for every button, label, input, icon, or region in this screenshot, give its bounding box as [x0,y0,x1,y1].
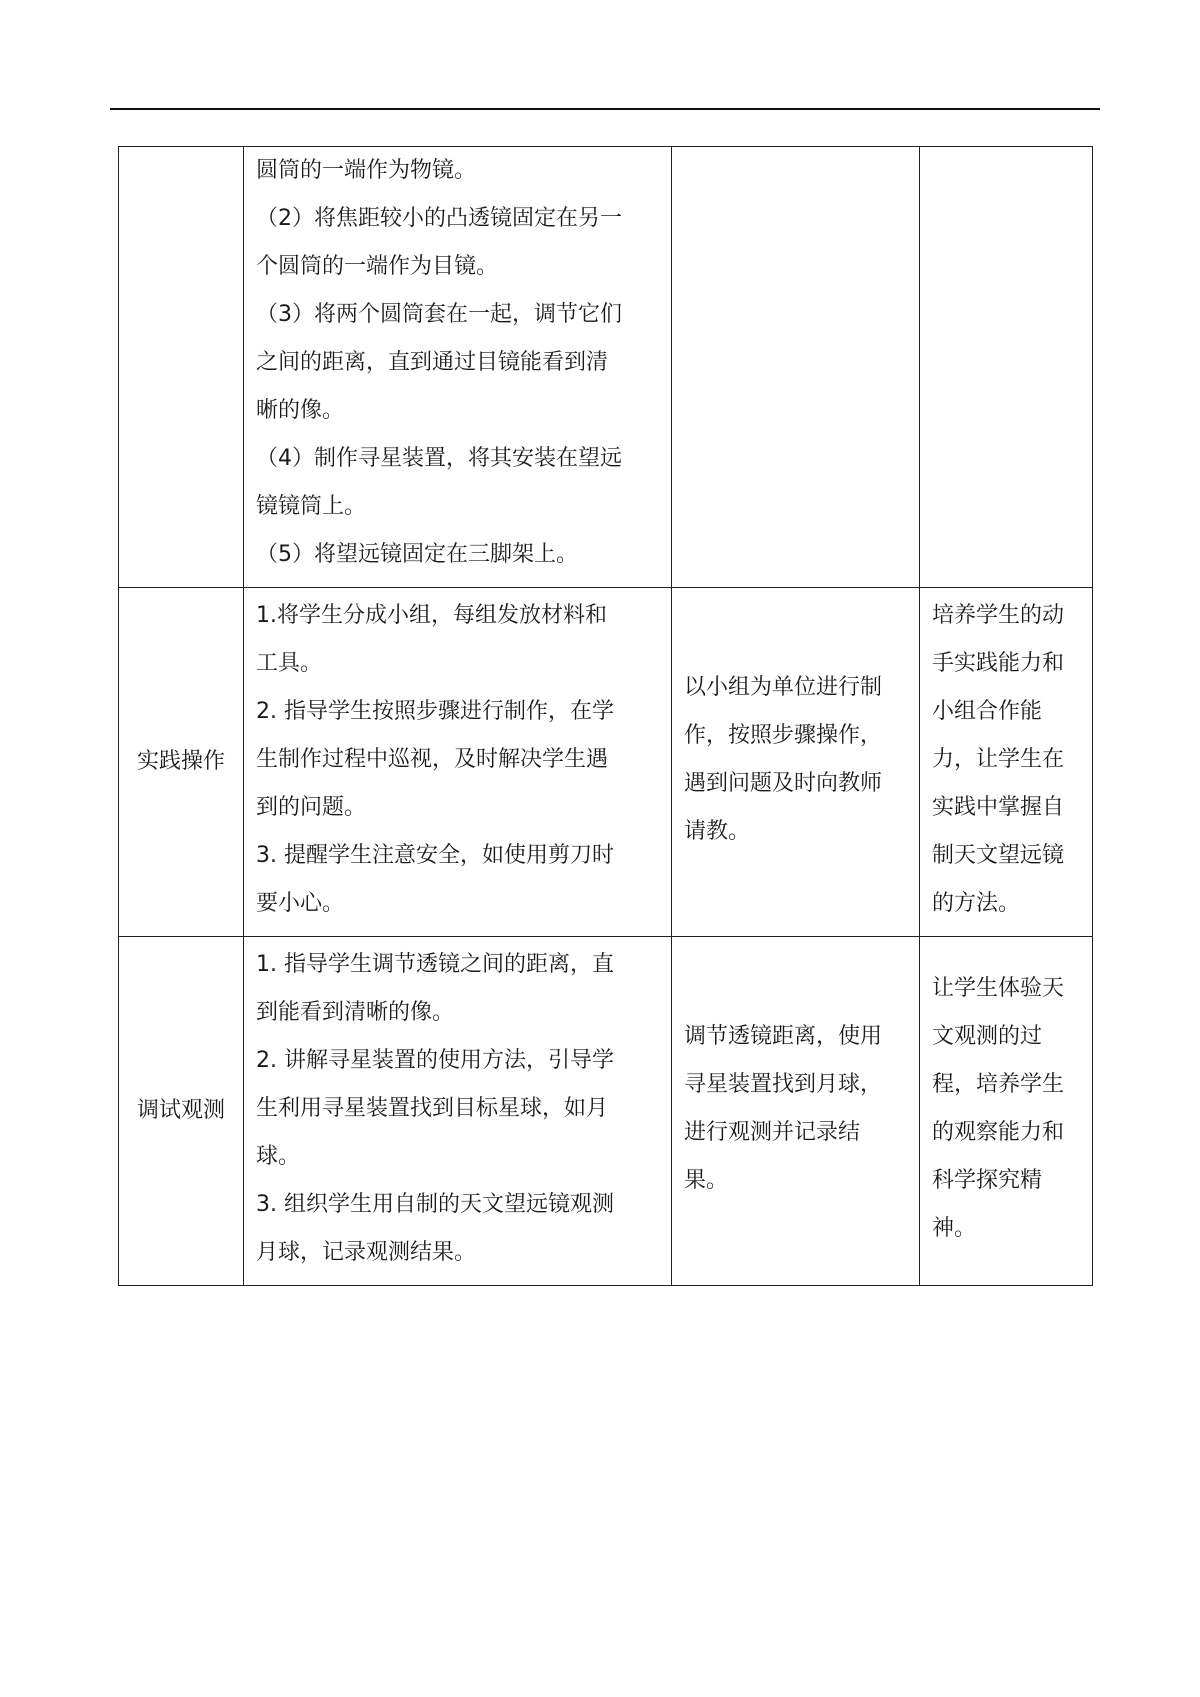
text-line: （5）将望远镜固定在三脚架上。 [256,542,578,567]
design-intent-cell [920,937,1093,1286]
lesson-plan-table [118,146,1093,1286]
table-row [119,937,1093,1286]
text-line: （4）制作寻星装置，将其安装在望远 [256,446,622,471]
text-line: 3. 提醒学生注意安全，如使用剪刀时 [256,843,614,868]
text-line: 球。 [256,1144,301,1169]
text-line: 力，让学生在 [932,747,1065,772]
text-line: 到的问题。 [256,795,367,820]
text-line: 进行观测并记录结 [684,1120,861,1145]
text-line: 的观察能力和 [932,1120,1065,1145]
text-line: 晰的像。 [256,398,345,423]
text-line: 文观测的过 [932,1024,1043,1049]
text-line: 调节透镜距离，使用 [684,1024,883,1049]
text-line: 到能看到清晰的像。 [256,1000,455,1025]
text-line: 手实践能力和 [932,651,1065,676]
text-line: 2. 讲解寻星装置的使用方法，引导学 [256,1048,614,1073]
stage-cell [119,147,244,588]
text-line: 镜镜筒上。 [256,494,367,519]
text-line: 果。 [684,1168,729,1193]
text-line: 寻星装置找到月球， [684,1072,883,1097]
text-line: 3. 组织学生用自制的天文望远镜观测 [256,1192,614,1217]
student-activity-cell [672,147,920,588]
text-line: 的方法。 [932,891,1021,916]
teacher-activity-cell [244,937,672,1286]
text-line: 神。 [932,1216,977,1241]
stage-cell: 调试观测 [119,937,244,1286]
text-line: 科学探究精 [932,1168,1043,1193]
text-line: 要小心。 [256,891,345,916]
text-line: 以小组为单位进行制 [684,675,883,700]
text-line: 生利用寻星装置找到目标星球，如月 [256,1096,609,1121]
design-intent-cell [920,147,1093,588]
student-activity-cell [672,588,920,937]
header-rule [110,108,1100,110]
text-line: 培养学生的动 [932,603,1065,628]
text-line: 之间的距离，直到通过目镜能看到清 [256,350,609,375]
text-line: 个圆筒的一端作为目镜。 [256,254,499,279]
table-row [119,588,1093,937]
design-intent-cell [920,588,1093,937]
text-line: 圆筒的一端作为物镜。 [256,158,477,183]
text-line: （3）将两个圆筒套在一起，调节它们 [256,302,622,327]
table-row [119,147,1093,588]
teacher-activity-cell [244,147,672,588]
student-activity-cell [672,937,920,1286]
text-line: 请教。 [684,819,751,844]
text-line: 小组合作能 [932,699,1043,724]
teacher-activity-cell [244,588,672,937]
text-line: （2）将焦距较小的凸透镜固定在另一 [256,206,622,231]
text-line: 让学生体验天 [932,976,1065,1001]
text-line: 遇到问题及时向教师 [684,771,883,796]
text-line: 1.将学生分成小组，每组发放材料和 [256,603,607,628]
text-line: 程，培养学生 [932,1072,1065,1097]
text-line: 1. 指导学生调节透镜之间的距离，直 [256,952,614,977]
text-line: 2. 指导学生按照步骤进行制作，在学 [256,699,614,724]
text-line: 实践中掌握自 [932,795,1065,820]
text-line: 作，按照步骤操作， [684,723,883,748]
text-line: 月球，记录观测结果。 [256,1240,477,1265]
text-line: 工具。 [256,651,323,676]
stage-cell: 实践操作 [119,588,244,937]
text-line: 生制作过程中巡视，及时解决学生遇 [256,747,609,772]
text-line: 制天文望远镜 [932,843,1065,868]
